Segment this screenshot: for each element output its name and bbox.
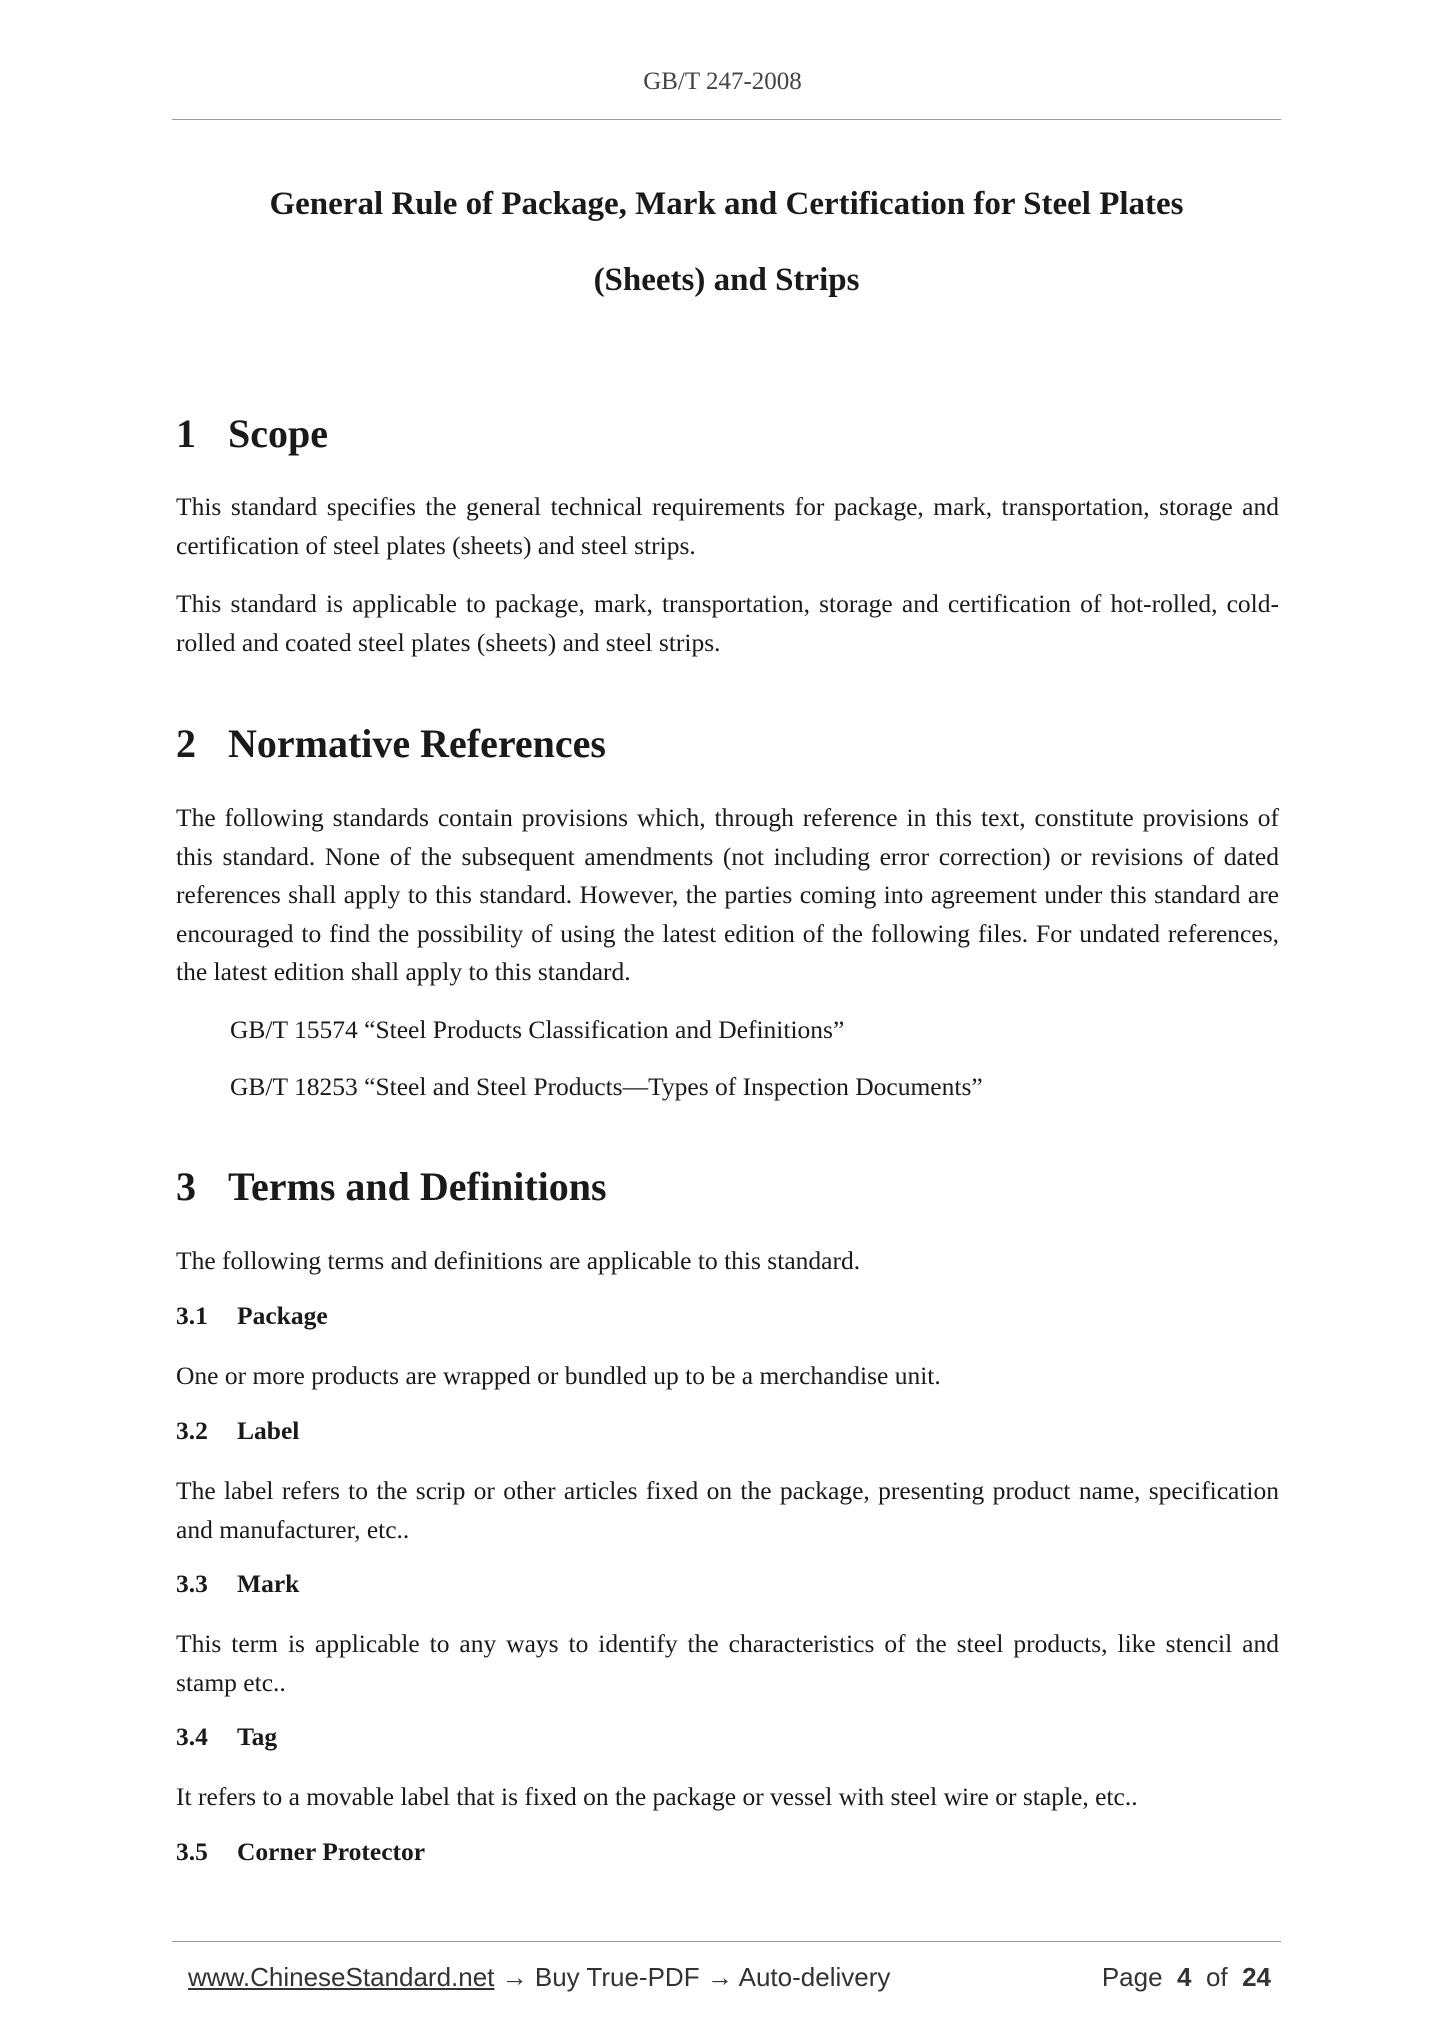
term-heading-mark [176, 1569, 299, 1599]
section-title: Terms and Definitions [228, 1164, 607, 1209]
term-heading-label [176, 1416, 299, 1446]
section-heading-terms-definitions [176, 1163, 607, 1210]
term-definition: The label refers to the scrip or other articles fixed on the package, presenting product name, specification and manufacturer, etc.. [176, 1476, 1279, 1544]
term-heading-corner-protector [176, 1837, 425, 1867]
term-number: 3.5 [176, 1837, 208, 1866]
page-footer [188, 1962, 1271, 1998]
paragraph: The following terms and definitions are applicable to this standard. [176, 1246, 861, 1275]
term-title: Corner Protector [237, 1837, 426, 1866]
page-label: Page [1101, 1962, 1163, 1992]
website-link[interactable]: www.ChineseStandard.net [188, 1962, 495, 1992]
section-number: 2 [176, 721, 196, 766]
term-number: 3.4 [176, 1722, 208, 1751]
footer-links [188, 1962, 890, 1993]
section-heading-normative-references [176, 720, 606, 767]
document-title-line-2: (Sheets) and Strips [593, 262, 860, 298]
current-page: 4 [1177, 1962, 1192, 1992]
footer-divider [172, 1941, 1281, 1942]
term-number: 3.3 [176, 1569, 208, 1598]
paragraph: This standard is applicable to package, mark, transportation, storage and certification of hot-rolled, cold-rolled and coated steel plates (sheets) and steel strips. [176, 589, 1279, 657]
term-title: Package [237, 1301, 328, 1330]
term-definition: One or more products are wrapped or bundled up to be a merchandise unit. [176, 1361, 941, 1390]
term-title: Mark [237, 1569, 300, 1598]
section-heading-scope [176, 410, 328, 457]
term-definition: This term is applicable to any ways to identify the characteristics of the steel products, like stencil and stamp etc.. [176, 1629, 1279, 1697]
auto-delivery-text: Auto-delivery [738, 1962, 891, 1992]
buy-true-pdf-link[interactable]: Buy True-PDF [534, 1962, 700, 1992]
term-number: 3.1 [176, 1301, 208, 1330]
term-number: 3.2 [176, 1416, 208, 1445]
section-title: Normative References [228, 721, 606, 766]
arrow-right-icon: → [501, 1962, 528, 1992]
header-divider [172, 119, 1281, 120]
term-title: Tag [237, 1722, 278, 1751]
document-title-line-1: General Rule of Package, Mark and Certification for Steel Plates [269, 186, 1184, 222]
arrow-right-icon: → [706, 1962, 733, 1992]
term-heading-tag [176, 1722, 277, 1752]
total-pages: 24 [1242, 1962, 1271, 1992]
section-number: 1 [176, 411, 196, 456]
page-number [1102, 1962, 1271, 1993]
running-header: GB/T 247-2008 [643, 68, 802, 95]
reference-item: GB/T 15574 “Steel Products Classification and Definitions” [230, 1015, 845, 1044]
paragraph: This standard specifies the general technical requirements for package, mark, transportation, storage and certification of steel plates (sheets) and steel strips. [176, 492, 1279, 560]
term-heading-package [176, 1301, 328, 1331]
section-title: Scope [228, 411, 328, 456]
term-definition: It refers to a movable label that is fixed on the package or vessel with steel wire or staple, etc.. [176, 1782, 1138, 1811]
section-number: 3 [176, 1164, 196, 1209]
paragraph: The following standards contain provisions which, through reference in this text, constitute provisions of this standard. None of the subsequent amendments (not including error correction) or revisions of dated references shall apply to this standard. However, the parties coming into agreement under this standard are encouraged to find the possibility of using the latest edition of the following files. For undated references, the latest edition shall apply to this standard. [176, 803, 1279, 986]
term-title: Label [237, 1416, 300, 1445]
reference-item: GB/T 18253 “Steel and Steel Products—Types of Inspection Documents” [230, 1072, 983, 1101]
page-of-label: of [1205, 1962, 1228, 1992]
